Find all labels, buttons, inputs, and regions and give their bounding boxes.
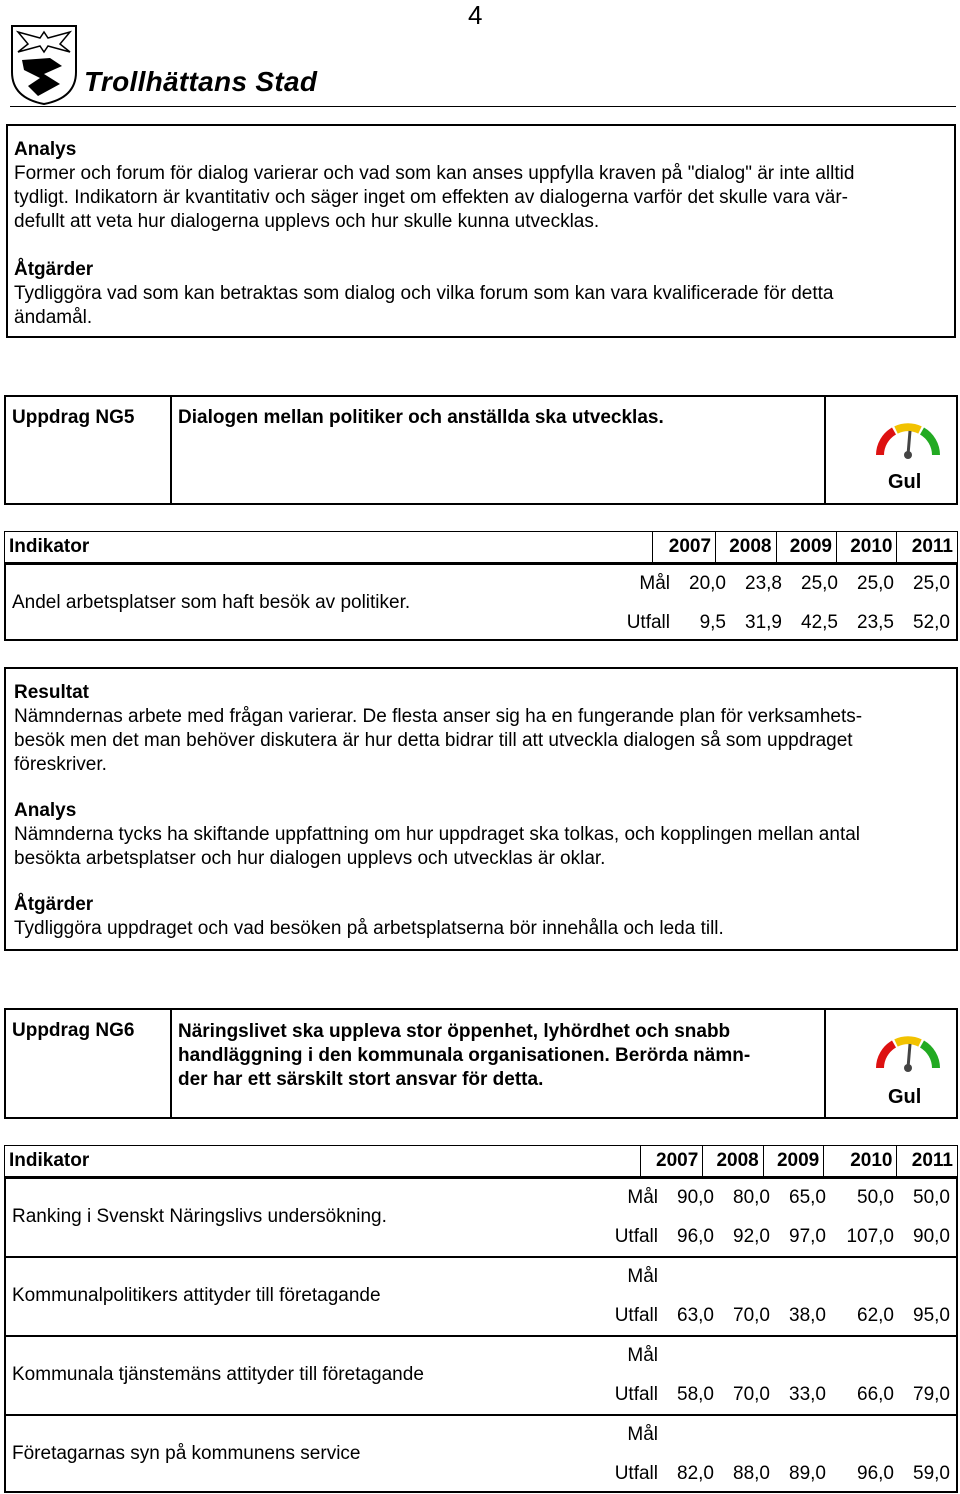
header-divider bbox=[10, 106, 956, 107]
year-header: 2009 bbox=[776, 532, 836, 563]
ng6-title-line: Näringslivet ska uppleva stor öppenhet, lyhördhet och snabb bbox=[178, 1021, 731, 1042]
mal-label: Mål bbox=[639, 573, 670, 594]
ng6-status: Gul bbox=[888, 1086, 922, 1108]
value-cell: 88,0 bbox=[733, 1463, 770, 1484]
analys-heading: Analys bbox=[14, 800, 77, 821]
value-cell: 38,0 bbox=[789, 1305, 826, 1326]
ng6-label: Uppdrag NG6 bbox=[12, 1020, 135, 1041]
coat-of-arms-icon bbox=[10, 24, 80, 106]
ng6-indicator-rows bbox=[4, 1177, 958, 1493]
year-header: 2009 bbox=[763, 1146, 823, 1177]
ng6-indicator-table bbox=[4, 1145, 958, 1177]
value-cell: 25,0 bbox=[801, 573, 838, 594]
year-header: 2007 bbox=[640, 1146, 703, 1177]
value-cell: 50,0 bbox=[857, 1187, 894, 1208]
ng5-title: Dialogen mellan politiker och anställda ska utvecklas. bbox=[178, 407, 664, 428]
year-header: 2007 bbox=[653, 532, 716, 563]
year-header: 2010 bbox=[824, 1146, 897, 1177]
logo-text: Trollhättans Stad bbox=[84, 66, 318, 97]
value-cell: 70,0 bbox=[733, 1384, 770, 1405]
value-cell: 50,0 bbox=[913, 1187, 950, 1208]
ng6-assignment-box bbox=[4, 1008, 958, 1119]
value-cell: 25,0 bbox=[913, 573, 950, 594]
indicator-name: Ranking i Svenskt Näringslivs undersökning. bbox=[12, 1206, 387, 1227]
utfall-label: Utfall bbox=[626, 612, 670, 633]
value-cell: 90,0 bbox=[913, 1226, 950, 1247]
indicator-header: Indikator bbox=[5, 1146, 641, 1177]
mal-label: Mål bbox=[627, 1187, 658, 1208]
value-cell: 42,5 bbox=[801, 612, 838, 633]
value-cell: 9,5 bbox=[699, 612, 726, 633]
indicator-name: Kommunalpolitikers attityder till företagande bbox=[12, 1285, 381, 1306]
value-cell: 89,0 bbox=[789, 1463, 826, 1484]
value-cell: 82,0 bbox=[677, 1463, 714, 1484]
utfall-label: Utfall bbox=[614, 1305, 658, 1326]
value-cell: 79,0 bbox=[913, 1384, 950, 1405]
value-cell: 59,0 bbox=[913, 1463, 950, 1484]
resultat-heading: Resultat bbox=[14, 682, 89, 703]
indicator-name: Kommunala tjänstemäns attityder till företagande bbox=[12, 1364, 424, 1385]
mal-label: Mål bbox=[627, 1424, 658, 1445]
ng5-assignment-box bbox=[4, 395, 958, 505]
value-cell: 96,0 bbox=[677, 1226, 714, 1247]
ng5-result-box bbox=[4, 667, 958, 951]
value-cell: 96,0 bbox=[857, 1463, 894, 1484]
resultat-line: Nämndernas arbete med frågan varierar. De flesta anser sig ha en fungerande plan för verksamhets- bbox=[14, 706, 863, 727]
value-cell: 97,0 bbox=[789, 1226, 826, 1247]
utfall-label: Utfall bbox=[614, 1384, 658, 1405]
atgarder-heading: Åtgärder bbox=[14, 259, 94, 280]
year-header: 2011 bbox=[897, 1146, 958, 1177]
analys-heading: Analys bbox=[14, 139, 77, 160]
page-number: 4 bbox=[468, 0, 483, 30]
value-cell: 33,0 bbox=[789, 1384, 826, 1405]
ng5-indicator-row bbox=[4, 563, 958, 641]
ng5-label: Uppdrag NG5 bbox=[12, 407, 135, 428]
value-cell: 62,0 bbox=[857, 1305, 894, 1326]
value-cell: 31,9 bbox=[745, 612, 782, 633]
value-cell: 23,5 bbox=[857, 612, 894, 633]
year-header: 2010 bbox=[837, 532, 897, 563]
atgarder-heading: Åtgärder bbox=[14, 894, 94, 915]
mal-label: Mål bbox=[627, 1266, 658, 1287]
mal-label: Mål bbox=[627, 1345, 658, 1366]
value-cell: 63,0 bbox=[677, 1305, 714, 1326]
gauge-icon bbox=[876, 1034, 940, 1074]
year-header: 2008 bbox=[716, 532, 776, 563]
ng6-title bbox=[178, 1020, 750, 1092]
atgarder-line: ändamål. bbox=[14, 307, 93, 328]
gauge-icon bbox=[876, 421, 940, 461]
ng5-status: Gul bbox=[888, 471, 922, 493]
analys-line: besökta arbetsplatser och hur dialogen upplevs och utvecklas är oklar. bbox=[14, 848, 606, 869]
value-cell: 92,0 bbox=[733, 1226, 770, 1247]
ng6-title-line: handläggning i den kommunala organisationen. Berörda nämn- bbox=[178, 1045, 751, 1066]
value-cell: 95,0 bbox=[913, 1305, 950, 1326]
value-cell: 90,0 bbox=[677, 1187, 714, 1208]
indicator-name: Andel arbetsplatser som haft besök av politiker. bbox=[12, 592, 411, 613]
value-cell: 80,0 bbox=[733, 1187, 770, 1208]
utfall-label: Utfall bbox=[614, 1226, 658, 1247]
value-cell: 66,0 bbox=[857, 1384, 894, 1405]
indicator-name: Företagarnas syn på kommunens service bbox=[12, 1443, 361, 1464]
year-header: 2008 bbox=[703, 1146, 763, 1177]
resultat-line: besök men det man behöver diskutera är hur detta bidrar till att utveckla dialogen så som uppdraget bbox=[14, 730, 853, 751]
analys-line: Nämnderna tycks ha skiftande uppfattning om hur uppdraget ska tolkas, och kopplingen mellan antal bbox=[14, 824, 861, 845]
resultat-line: föreskriver. bbox=[14, 754, 107, 775]
year-header: 2011 bbox=[897, 532, 958, 563]
value-cell: 65,0 bbox=[789, 1187, 826, 1208]
indicator-header: Indikator bbox=[5, 532, 653, 563]
analys-line: Former och forum för dialog varierar och vad som kan anses uppfylla kraven på "dialog" är inte alltid bbox=[14, 163, 855, 184]
atgarder-line: Tydliggöra uppdraget och vad besöken på arbetsplatserna bör innehålla och leda till. bbox=[14, 918, 724, 939]
analys-line: defullt att veta hur dialogerna upplevs och hur skulle kunna utvecklas. bbox=[14, 211, 600, 232]
value-cell: 23,8 bbox=[745, 573, 782, 594]
atgarder-line: Tydliggöra vad som kan betraktas som dialog och vilka forum som kan vara kvalificerade för detta bbox=[14, 283, 834, 304]
section-analysis-box bbox=[6, 124, 956, 338]
analys-line: tydligt. Indikatorn är kvantitativ och säger inget om effekten av dialogerna varför det skulle vara vär- bbox=[14, 187, 848, 208]
value-cell: 107,0 bbox=[846, 1226, 894, 1247]
value-cell: 52,0 bbox=[913, 612, 950, 633]
value-cell: 25,0 bbox=[857, 573, 894, 594]
utfall-label: Utfall bbox=[614, 1463, 658, 1484]
value-cell: 58,0 bbox=[677, 1384, 714, 1405]
ng5-indicator-table bbox=[4, 531, 958, 563]
value-cell: 20,0 bbox=[689, 573, 726, 594]
ng6-title-line: der har ett särskilt stort ansvar för detta. bbox=[178, 1069, 544, 1090]
value-cell: 70,0 bbox=[733, 1305, 770, 1326]
